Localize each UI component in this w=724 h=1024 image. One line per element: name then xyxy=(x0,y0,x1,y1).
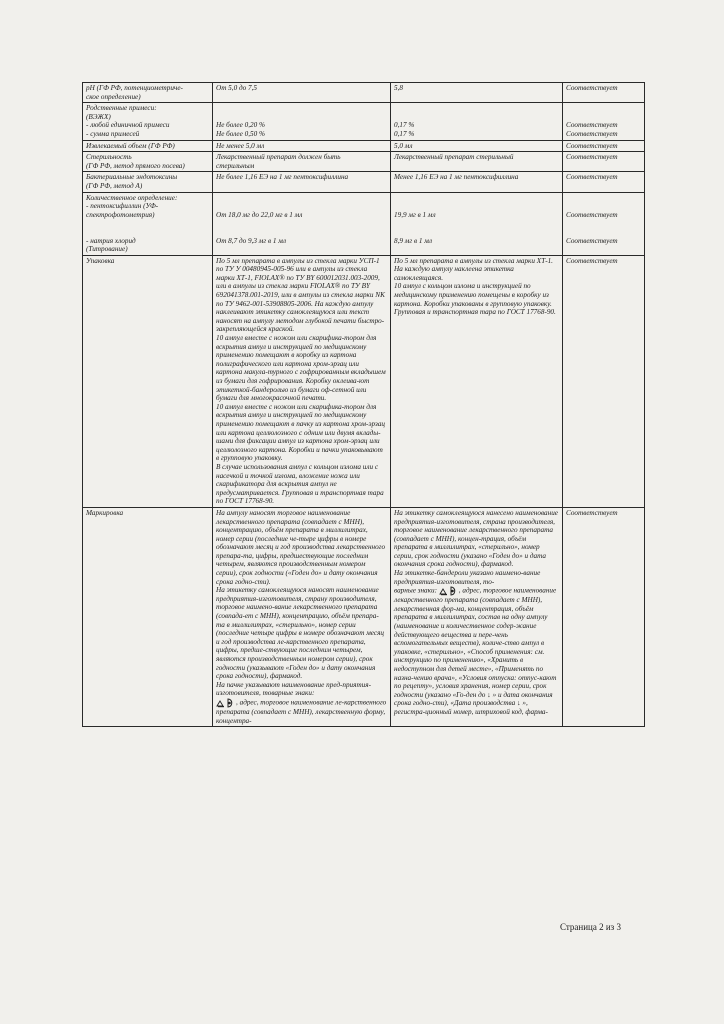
table-row xyxy=(83,152,645,172)
norm-cell xyxy=(213,507,391,726)
cell-line: От 18,0 мг до 22,0 мг в 1 мл xyxy=(216,210,303,219)
cell-line: Соответствует xyxy=(566,129,618,138)
norm-cell xyxy=(213,83,391,103)
cell-line: 10 ампул вместе с ножом или скарифика-тором для вскрытия ампул и инструкцией по медицинскому применению помещают в пачку из картона хром-эрзац или картона целлюлозного с одним или двумя вклады-шами для фиксации ампул из картона хром-эрзац или целлюлозного картона. Коробки и пачки упаковывают в групповую упаковку. xyxy=(216,402,386,463)
conclusion-cell xyxy=(563,103,645,140)
parameter-cell xyxy=(83,507,213,726)
cell-line: Соответствует xyxy=(566,256,618,265)
cell-line: 10 ампул вместе с ножом или скарифика-тором для вскрытия ампул и инструкцией по медицинскому применению помещают в коробку из картона полиграфического или картона хром-эрзац или картона макула-турного с гофрированным вкладышем из бумаги для гофрирования. Коробку оклеива-ют этикеткой-бандеролью из бумаги оф-сетной или бумаги для многокрасочной печати. xyxy=(216,334,386,403)
cell-line xyxy=(394,194,559,203)
cell-line: Менее 1,16 ЕЭ на 1 мг пентоксифиллина xyxy=(394,173,519,182)
table-row xyxy=(83,255,645,507)
cell-line: Бактериальные эндотоксины xyxy=(86,173,178,182)
cell-line: Соответствует xyxy=(566,141,618,150)
cell-line: Лекарственный препарат должен быть xyxy=(216,153,341,162)
cell-line: спектрофотометрия) xyxy=(86,210,155,219)
table-row xyxy=(83,103,645,140)
cell-line: 0,17 % xyxy=(394,121,415,130)
conclusion-cell xyxy=(563,172,645,192)
cell-line xyxy=(394,219,559,228)
cell-line: Упаковка xyxy=(86,256,115,265)
page-number: Страница 2 из 3 xyxy=(560,922,621,932)
norm-cell xyxy=(213,255,391,507)
cell-line: На этикетку самоклеящуюся наносят наименование предприятия-изготовителя, страну производителя, торговое наимено-вание лекарственного препарата (совпада-ет с МНН), концентрацию, объём препара-та в миллилитрах, «стерильно», номер серии (последние четыре цифры в номере обозначают месяц и год производства ле-карственного препарата, цифры, предше-ствующие последним четырем, являются производственным номером серии), срок годности (указывают «Годен до» и дату окончания срока годности), фармакод. xyxy=(216,586,385,681)
cell-line: 10 ампул с кольцом излома и инструкцией по медицинскому применению помещены в коробку из картона. Коробки упакованы в групповую упаковку. xyxy=(394,282,552,308)
cell-line: ское определение) xyxy=(86,92,141,101)
table-row xyxy=(83,192,645,255)
norm-cell xyxy=(213,172,391,192)
cell-line xyxy=(394,228,559,237)
cell-line: Количественное определение: xyxy=(86,193,178,202)
cell-line: 8,9 мг в 1 мл xyxy=(394,236,432,245)
result-cell xyxy=(391,103,563,140)
table-row xyxy=(83,83,645,103)
specification-table xyxy=(82,82,645,727)
parameter-cell xyxy=(83,192,213,255)
cell-line: Не более 0,50 % xyxy=(216,129,265,138)
cell-line: Маркировка xyxy=(86,508,124,517)
cell-line: Соответствует xyxy=(566,508,618,517)
table-row xyxy=(83,172,645,192)
cell-line: - любой единичной примеси xyxy=(86,121,170,130)
cell-line: 5,0 мл xyxy=(394,141,413,150)
cell-line: Соответствует xyxy=(566,173,618,182)
cell-line: , адрес, торговое наименование ле-карственного препарата (совпадает с МНН), лекарственную форму, концентра- xyxy=(216,698,387,725)
cell-line xyxy=(394,104,559,113)
cell-line: На этикетке-бандероли указано наимено-вание предприятия-изготовителя, то- xyxy=(394,569,541,586)
conclusion-cell xyxy=(563,507,645,726)
result-cell xyxy=(391,140,563,152)
table-row xyxy=(83,140,645,152)
cell-line: Соответствует xyxy=(566,121,618,130)
cell-line xyxy=(216,219,387,228)
parameter-cell xyxy=(83,152,213,172)
cell-line xyxy=(566,219,641,228)
cell-line: варные знаки: , адрес, торговое наименование лекарственного препарата (совпадает с МНН), лекарственная фор-ма, концентрация, объём препарата в миллилитрах, состав на одну ампулу (наименование и количественное содер-жание действующего вещества и пере-чень вспомогательных веществ), количе-ство ампул в упаковке, «стерильно», «Способ применения: см. инструкцию по применению», «Хранить в недоступном для детей месте», «Применять по назна-чению врача», «Условия отпуска: отпус-кают по рецепту», условия хранения, номер серии, срок годности (указано «Го-ден до ↓ » и дата окончания срока годно-сти), «Дата производства ↓ », регистра-ционный номер, штриховой код, фарма- xyxy=(394,586,557,716)
cell-line: - сумма примесей xyxy=(86,129,140,138)
cell-line: 19,9 мг в 1 мл xyxy=(394,210,436,219)
cell-line: (ГФ РФ, метод А) xyxy=(86,181,143,190)
cell-line: - пентоксифиллин (УФ- xyxy=(86,202,159,211)
cell-line: pH (ГФ РФ, потенциометриче- xyxy=(86,84,183,92)
cell-line: 5,8 xyxy=(394,84,403,92)
cell-line: В случае использования ампул с кольцом излома или с насечкой и точкой излома, вложение ножа или скарификатора для вскрытия ампул не предусматривается. Групповая и транспортная тара по ГОСТ 17768-90. xyxy=(216,462,384,506)
parameter-cell xyxy=(83,255,213,507)
conclusion-cell xyxy=(563,192,645,255)
parameter-cell xyxy=(83,140,213,152)
cell-line xyxy=(566,202,641,211)
conclusion-cell xyxy=(563,83,645,103)
cell-line xyxy=(86,219,209,228)
cell-line: (ВЭЖХ) xyxy=(86,112,111,121)
parameter-cell xyxy=(83,83,213,103)
result-cell xyxy=(391,83,563,103)
cell-line xyxy=(566,228,641,237)
cell-line: От 5,0 до 7,5 xyxy=(216,84,257,92)
cell-line: На этикетку самоклеящуюся нанесено наименование предприятия-изготовителя, страна производителя, торговое наименование лекарственного препарата (совпадает с МНН), концен-трация, объём препарата в миллилитрах, «стерильно», номер серии, срок годности (указано «Годен до» и дата окончания срока годности), фармакод. xyxy=(394,508,558,569)
cell-line: Родственные примеси: xyxy=(86,104,157,113)
cell-line: стерильным xyxy=(216,161,255,170)
cell-line: На пачке указывают наименование пред-приятия-изготовителя, товарные знаки: xyxy=(216,680,372,698)
conclusion-cell xyxy=(563,140,645,152)
cell-line: Групповая и транспортная тара по ГОСТ 17768-90. xyxy=(394,308,556,317)
cell-line: По 5 мл препарата в ампулы из стекла марки УСП-1 по ТУ У 00480945-005-96 или в ампулы из стекла марки ХТ-1, FIOLAX® по ТУ BY 600012031.003-2009, или в ампулы из стекла марки FIOLAX® по ТУ BY 692041378.001-2019, или в ампулы из стекла марки NK по ТУ 9462-001-53908805-2006. На каждую ампулу наклеивают этикетку самоклеящуюся или текст наносят на ампулу методом глубокой печати быстро-закрепляющейся краской. xyxy=(216,256,385,334)
cell-line: Не более 0,20 % xyxy=(216,121,265,130)
cell-line: Соответствует xyxy=(566,236,618,245)
cell-line xyxy=(216,113,387,122)
norm-cell xyxy=(213,103,391,140)
norm-cell xyxy=(213,140,391,152)
cell-line: Стерильность xyxy=(86,153,132,162)
cell-line: - натрия хлорид xyxy=(86,236,136,245)
cell-line: Извлекаемый объем (ГФ РФ) xyxy=(86,141,175,150)
table-row xyxy=(83,507,645,726)
cell-line xyxy=(394,202,559,211)
result-cell xyxy=(391,255,563,507)
cell-line xyxy=(216,228,387,237)
cell-line: Не более 1,16 ЕЭ на 1 мг пентоксифиллина xyxy=(216,173,349,182)
conclusion-cell xyxy=(563,152,645,172)
cell-line: (Титрование) xyxy=(86,245,128,254)
result-cell xyxy=(391,152,563,172)
parameter-cell xyxy=(83,103,213,140)
cell-line: Соответствует xyxy=(566,153,618,162)
result-cell xyxy=(391,192,563,255)
cell-line xyxy=(216,104,387,113)
cell-line xyxy=(216,202,387,211)
cell-line: Не менее 5,0 мл xyxy=(216,141,265,150)
trademark-icons xyxy=(439,586,459,596)
cell-line xyxy=(566,194,641,203)
cell-line: (ГФ РФ, метод прямого посева) xyxy=(86,161,185,170)
norm-cell xyxy=(213,152,391,172)
cell-line: По 5 мл препарата в ампулы из стекла марки ХТ-1. На каждую ампулу наклеена этикетка самоклеящаяся. xyxy=(394,256,553,282)
cell-line xyxy=(566,104,641,113)
cell-line: От 8,7 до 9,3 мг в 1 мл xyxy=(216,236,286,245)
conclusion-cell xyxy=(563,255,645,507)
cell-line xyxy=(394,113,559,122)
cell-line: 0,17 % xyxy=(394,129,415,138)
cell-line: На ампулу наносят торговое наименование лекарственного препарата (совпадает с МНН), концентрацию, объём препарата в миллилитрах, номер серии (последние че-тыре цифры в номере обозначают месяц и год производства лекарственного препара-та, цифры, предшествующие последним четырем, являются производственным номером серии), срок годности («Годен до» и дату окончания срока годно-сти). xyxy=(216,508,386,586)
cell-line: Соответствует xyxy=(566,84,618,92)
cell-line xyxy=(566,113,641,122)
cell-line: Лекарственный препарат стерильный xyxy=(394,153,514,162)
cell-line xyxy=(86,228,209,237)
result-cell xyxy=(391,172,563,192)
trademark-icons xyxy=(216,698,236,708)
cell-line xyxy=(216,194,387,203)
parameter-cell xyxy=(83,172,213,192)
cell-line: Соответствует xyxy=(566,210,618,219)
result-cell xyxy=(391,507,563,726)
norm-cell xyxy=(213,192,391,255)
